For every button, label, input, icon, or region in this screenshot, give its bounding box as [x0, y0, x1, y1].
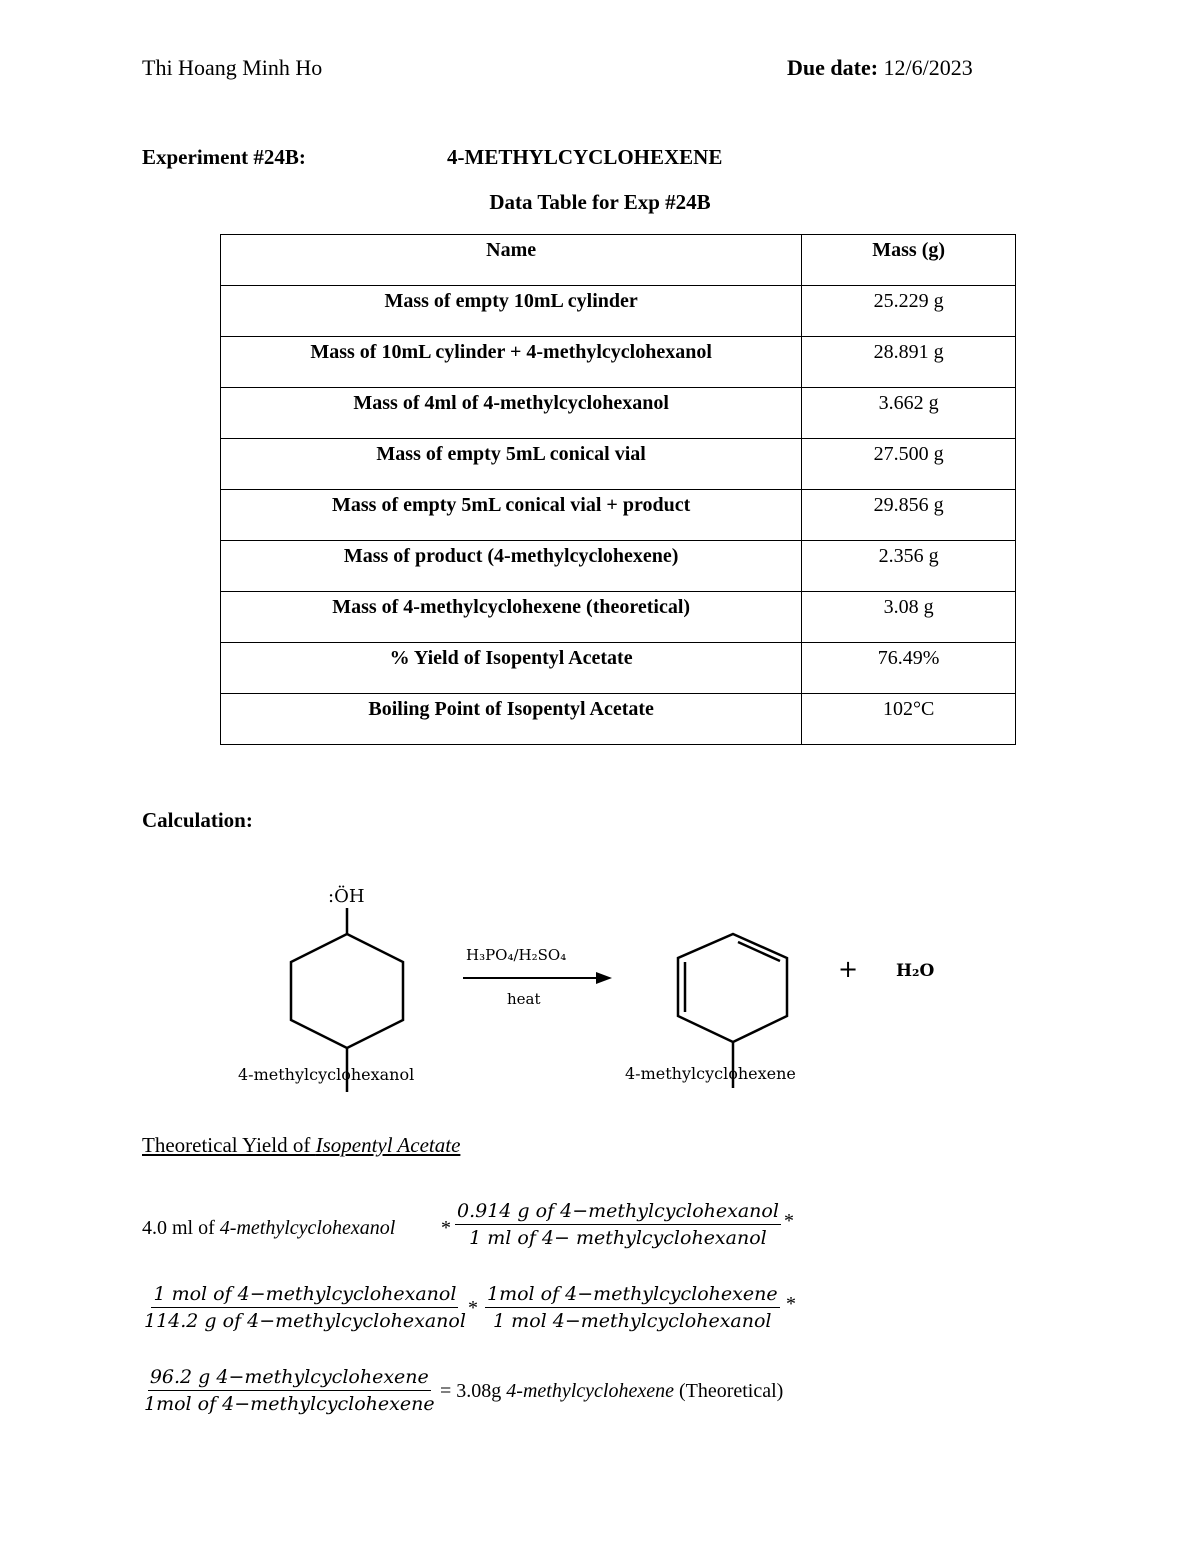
fraction-molar-mass [142, 1283, 468, 1332]
experiment-label: Experiment #24B: [142, 145, 306, 169]
calc-result-italic: 4-methylcyclohexene [506, 1380, 674, 1402]
due-date [787, 55, 973, 81]
reactant-name: 4-methylcyclohexanol [238, 1065, 415, 1084]
row-mass: 29.856 g [802, 490, 1016, 541]
due-date-label: Due date: [787, 55, 879, 80]
row-name: Mass of 4-methylcyclohexene (theoretical) [221, 592, 802, 643]
calc-result-plain: = 3.08g [440, 1380, 507, 1402]
fraction-numerator: 1 mol of 4−methylcyclohexanol [151, 1283, 458, 1308]
fraction-numerator: 96.2 g 4−methylcyclohexene [148, 1366, 431, 1391]
table-row [221, 490, 1016, 541]
row-name: Mass of 10mL cylinder + 4-methylcyclohexanol [221, 337, 802, 388]
multiply-operator: * [468, 1297, 478, 1319]
table-row [221, 592, 1016, 643]
catalyst-label: H₃PO₄/H₂SO₄ [466, 946, 567, 964]
theoretical-yield-heading [142, 1133, 460, 1158]
multiply-operator: * [786, 1293, 796, 1315]
multiply-operator: * [784, 1210, 794, 1232]
row-mass: 2.356 g [802, 541, 1016, 592]
row-mass: 3.08 g [802, 592, 1016, 643]
fraction-numerator: 1mol of 4−methylcyclohexene [485, 1283, 780, 1308]
theoretical-heading-italic: Isopentyl Acetate [315, 1133, 461, 1157]
row-name: Mass of 4ml of 4-methylcyclohexanol [221, 388, 802, 439]
table-header-row [221, 235, 1016, 286]
row-name: Boiling Point of Isopentyl Acetate [221, 694, 802, 745]
table-row [221, 286, 1016, 337]
condition-label: heat [507, 990, 541, 1008]
table-row [221, 439, 1016, 490]
row-name: Mass of product (4-methylcyclohexene) [221, 541, 802, 592]
table-row [221, 694, 1016, 745]
row-name: Mass of empty 5mL conical vial [221, 439, 802, 490]
fraction-denominator: 114.2 g of 4−methylcyclohexanol [144, 1310, 466, 1332]
reaction-scheme [220, 870, 980, 1100]
calc-result-suffix: (Theoretical) [673, 1380, 784, 1402]
table-row [221, 643, 1016, 694]
fraction-denominator: 1 mol 4−methylcyclohexanol [493, 1310, 772, 1332]
table-caption: Data Table for Exp #24B [489, 190, 711, 214]
multiply-operator: * [441, 1217, 451, 1239]
table-row [221, 337, 1016, 388]
fraction-numerator: 0.914 g of 4−methylcyclohexanol [455, 1200, 781, 1225]
calc-result [440, 1380, 783, 1403]
row-mass: 3.662 g [802, 388, 1016, 439]
calc-line-1-plain: 4.0 ml of [142, 1217, 220, 1239]
row-mass: 102°C [802, 694, 1016, 745]
due-date-value: 12/6/2023 [883, 55, 973, 80]
row-name: Mass of empty 10mL cylinder [221, 286, 802, 337]
table-row [221, 388, 1016, 439]
author-name: Thi Hoang Minh Ho [142, 55, 323, 80]
calc-line-1-italic: 4-methylcyclohexanol [219, 1217, 396, 1239]
row-mass: 28.891 g [802, 337, 1016, 388]
row-mass: 27.500 g [802, 439, 1016, 490]
column-header-name: Name [221, 235, 802, 286]
fraction-product-molar-mass [142, 1366, 437, 1415]
fraction-density [455, 1200, 781, 1249]
plus-sign: + [838, 955, 859, 983]
product-name: 4-methylcyclohexene [625, 1064, 796, 1083]
fraction-denominator: 1 ml of 4− methylcyclohexanol [469, 1227, 767, 1249]
reaction-arrow-icon [463, 972, 612, 984]
row-name: % Yield of Isopentyl Acetate [221, 643, 802, 694]
row-mass: 76.49% [802, 643, 1016, 694]
fraction-mole-ratio [485, 1283, 780, 1332]
fraction-denominator: 1mol of 4−methylcyclohexene [144, 1393, 435, 1415]
byproduct-water: H₂O [896, 961, 935, 981]
column-header-mass: Mass (g) [802, 235, 1016, 286]
reactant-hydroxyl-label: :ÖH [328, 886, 365, 907]
calculation-label: Calculation: [142, 808, 253, 832]
calc-line-1-start [142, 1217, 395, 1240]
row-mass: 25.229 g [802, 286, 1016, 337]
table-row [221, 541, 1016, 592]
theoretical-heading-text: Theoretical Yield of [142, 1133, 316, 1157]
data-table [220, 234, 1016, 745]
row-name: Mass of empty 5mL conical vial + product [221, 490, 802, 541]
experiment-title: 4-METHYLCYCLOHEXENE [447, 145, 723, 169]
